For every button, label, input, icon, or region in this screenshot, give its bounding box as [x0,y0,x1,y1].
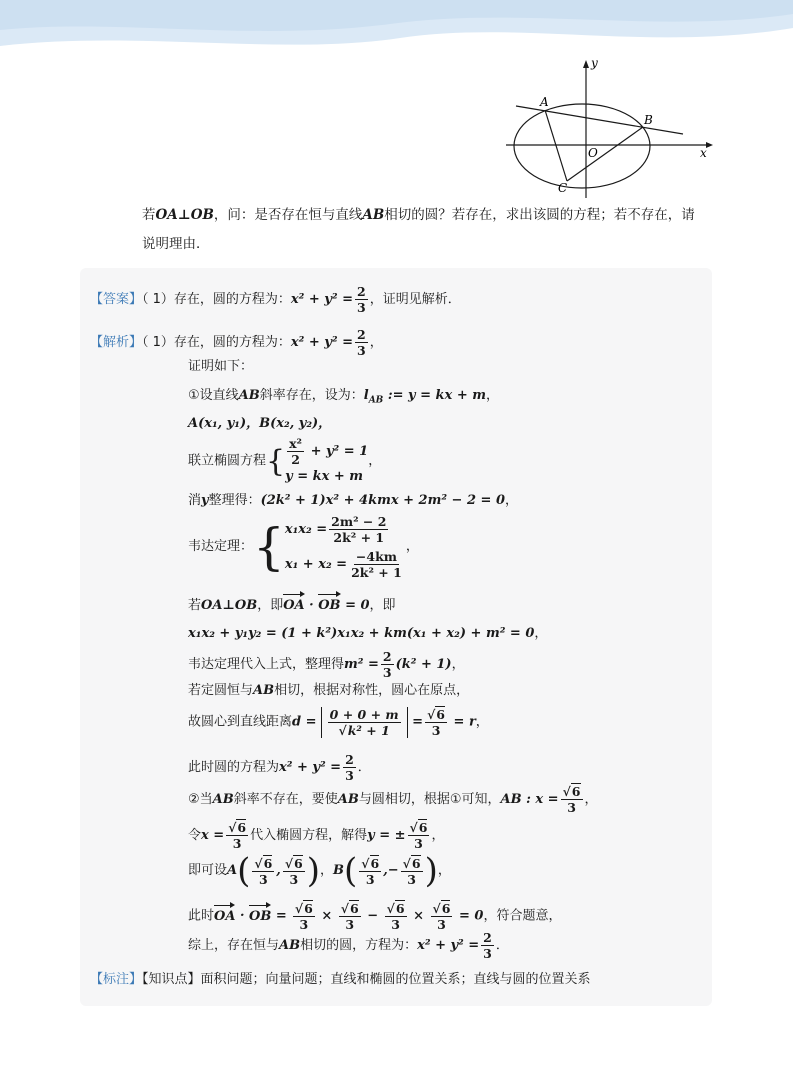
x-axis-arrow [706,142,713,148]
note-line: 【标注】【知识点】面积问题；向量问题；直线和椭圆的位置关系；直线与圆的位置关系 [90,972,591,987]
ellipse-figure [500,56,716,198]
answer-tag: 【答案】 [90,292,143,307]
set-points-line: 即可设A( $\frac{√6}{3}$ , $\frac{√6}{3}$ )，B( $\frac{√6}{3}$ ,− $\frac{√6}{3}$ )， [188,851,451,891]
vector-ob: OB [318,596,340,616]
proof-intro: 证明如下： [188,359,254,374]
center-line: 若定圆恒与AB相切，根据对称性，圆心在原点， [188,683,470,698]
circle-equation-line: 此时圆的方程为x² + y² = $\frac{2}{3}$ ． [188,752,371,783]
analysis-line: 【解析】（ 1）存在，圆的方程为：x² + y² = $\frac{2}{3}$ ， [90,327,383,358]
point-a-label: A [540,95,549,109]
fraction: $\frac{2}{3}$ [356,327,366,358]
elimination-line: 消y整理得：(2k² + 1)x² + 4kmx + 2m² − 2 = 0， [188,493,519,508]
note-tag: 【标注】 [90,972,143,987]
line-ab [516,106,683,134]
step1-slope-line: ①设直线AB斜率存在，设为：$l_{AB}$ := y = kx + m， [188,388,500,406]
solution-panel [80,268,712,1006]
step2-line: ②当AB斜率不存在，要使AB与圆相切，根据①可知，AB : x = $\frac{√6}{3}$ ， [188,784,598,815]
distance-line: 故圆心到直线距离d = $\frac{0 + 0 + m}{\text{√k² + 1}}$ = $\frac{√6}{3}$ = r， [188,707,489,738]
system-line: 联立椭圆方程{ $\frac{\text{x²}}{2}$ + y² = 1 y = kx + m ， [188,436,382,484]
answer-line: 【答案】（ 1）存在，圆的方程为：x² + y² = $\frac{2}{3}$ ，证明见解析． [90,284,461,315]
perpendicular-line: 若OA⊥OB，即OA · OB = 0，即 [188,596,396,616]
vector-oa: OA [283,596,304,616]
expansion-line: x₁x₂ + y₁y₂ = (1 + k²)x₁x₂ + km(x₁ + x₂) + m² = 0， [188,626,548,641]
fraction: $\frac{2}{3}$ [356,284,366,315]
y-axis-label: y [591,56,598,70]
analysis-tag: 【解析】 [90,335,143,350]
point-o-label: O [588,146,598,160]
x-axis-label: x [700,146,707,160]
header-wave-band [0,0,793,62]
question-line-2: 说明理由． [142,236,210,252]
points-line: A(x₁, y₁)，B(x₂, y₂)， [188,416,332,431]
vieta-line: 韦达定理：{ x₁x₂ = $\frac{\text{2m² − 2}}{\text{2k² + 1}}$ x₁ + x₂ = $\frac{-4km}{\text{2k² + 1}}$ ， [188,514,419,580]
check-line: 此时OA · OB = $\frac{√6}{3}$ × $\frac{√6}{3}$ − $\frac{√6}{3}$ × $\frac{√6}{3}$ = 0，符合题意， [188,901,562,932]
question-line-1: 若OA⊥OB，问：是否存在恒与直线AB相切的圆？若存在，求出该圆的方程；若不存在，请 [142,207,695,223]
question-text [142,201,717,259]
y-axis-arrow [583,60,589,68]
conclusion-line: 综上，存在恒与AB相切的圆，方程为：x² + y² = $\frac{2}{3}$ ． [188,930,509,961]
substitution-line: 韦达定理代入上式，整理得m² = $\frac{2}{3}$ (k² + 1)， [188,649,465,680]
point-b-label: B [644,113,653,127]
segment-cb [567,127,643,181]
point-c-label: C [558,181,568,195]
let-line: 令x = $\frac{√6}{3}$ 代入椭圆方程，解得y = ± $\frac{√6}{3}$ ， [188,820,445,851]
